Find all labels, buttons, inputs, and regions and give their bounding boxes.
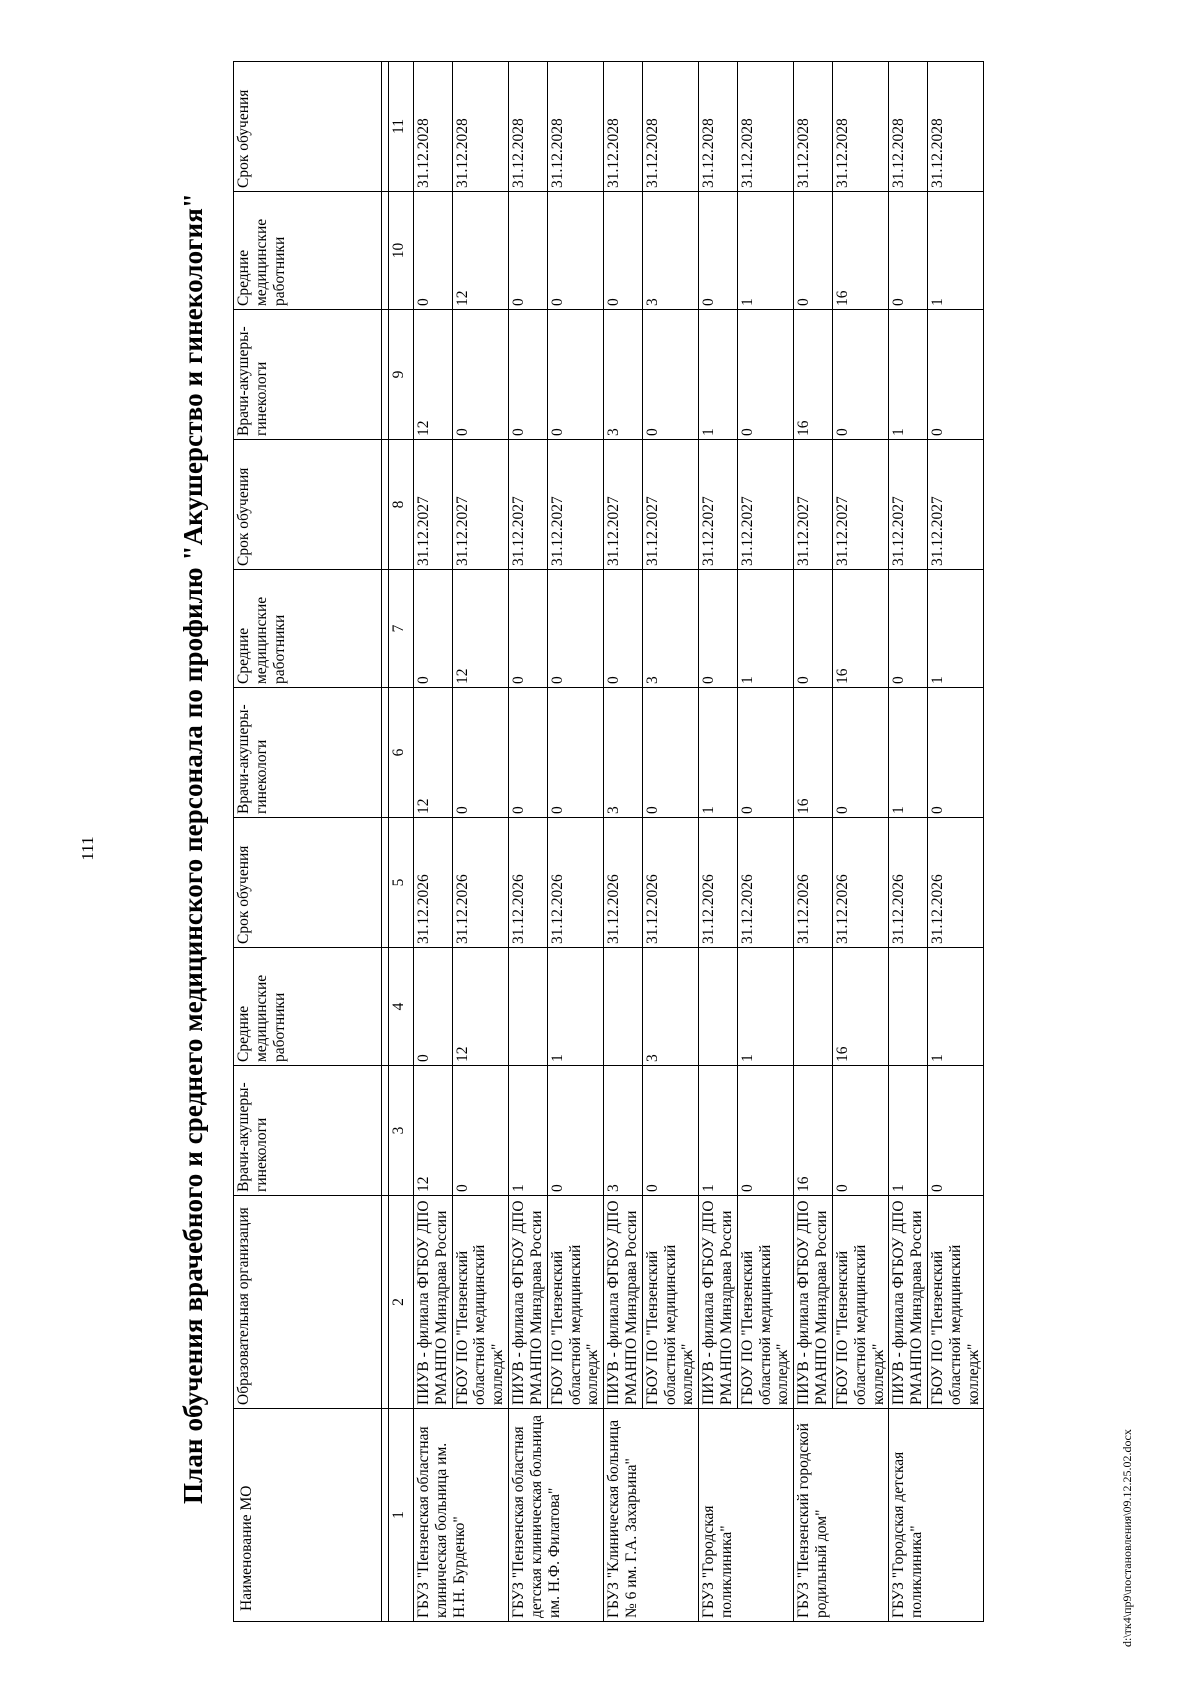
value-cell: 0: [927, 310, 983, 440]
value-cell: 31.12.2027: [927, 440, 983, 570]
education-org-cell: ГБОУ ПО "Пензенский областной медицинский колледж": [737, 1196, 793, 1409]
spacer-cell: [382, 688, 389, 818]
value-cell: 1: [699, 688, 738, 818]
header-cell: Образовательная организация: [234, 1196, 382, 1409]
value-cell: 31.12.2026: [642, 818, 698, 948]
value-cell: 31.12.2028: [452, 62, 508, 192]
value-cell: 31.12.2027: [832, 440, 888, 570]
value-cell: [604, 948, 643, 1066]
mo-name-cell: ГБУЗ "Пензенская областная клиническая больница им. Н.Н. Бурденко": [414, 1409, 509, 1622]
value-cell: 0: [547, 1066, 603, 1196]
education-org-cell: ПИУВ - филиала ФГБОУ ДПО РМАНПО Минздрава России: [509, 1196, 548, 1409]
value-cell: 0: [414, 948, 453, 1066]
value-cell: 31.12.2026: [699, 818, 738, 948]
page-number: 111: [78, 836, 97, 861]
value-cell: 31.12.2028: [699, 62, 738, 192]
value-cell: 1: [547, 948, 603, 1066]
value-cell: 0: [414, 570, 453, 688]
header-row: [234, 62, 382, 1622]
value-cell: 31.12.2026: [889, 818, 928, 948]
value-cell: 31.12.2028: [794, 62, 833, 192]
mo-name-cell: ГБУЗ "Клиническая больница № 6 им. Г.А. Захарьина": [604, 1409, 699, 1622]
column-number-cell: 6: [389, 688, 414, 818]
header-cell: Врачи-акушеры-гинекологи: [234, 688, 382, 818]
value-cell: 31.12.2026: [604, 818, 643, 948]
value-cell: 1: [927, 570, 983, 688]
value-cell: 16: [794, 310, 833, 440]
table-row: [642, 62, 698, 1622]
value-cell: 31.12.2026: [509, 818, 548, 948]
table-row: [832, 62, 888, 1622]
value-cell: 1: [889, 688, 928, 818]
value-cell: 1: [927, 192, 983, 310]
value-cell: 31.12.2027: [547, 440, 603, 570]
value-cell: 1: [737, 570, 793, 688]
education-org-cell: ГБОУ ПО "Пензенский областной медицинский колледж": [642, 1196, 698, 1409]
column-number-cell: 7: [389, 570, 414, 688]
spacer-cell: [382, 310, 389, 440]
value-cell: 31.12.2026: [832, 818, 888, 948]
header-cell: Наименование МО: [234, 1409, 382, 1622]
value-cell: 0: [794, 192, 833, 310]
header-cell: Врачи-акушеры-гинекологи: [234, 310, 382, 440]
value-cell: 12: [414, 1066, 453, 1196]
table-row: [737, 62, 793, 1622]
value-cell: 31.12.2028: [547, 62, 603, 192]
value-cell: 3: [642, 948, 698, 1066]
column-number-cell: 2: [389, 1196, 414, 1409]
value-cell: 31.12.2028: [832, 62, 888, 192]
table-row: [927, 62, 983, 1622]
value-cell: 31.12.2027: [452, 440, 508, 570]
value-cell: 31.12.2028: [642, 62, 698, 192]
footer-file-path: d:\тк4\пр9\постановления\09.12.25.02.docx: [1120, 1429, 1134, 1647]
value-cell: 3: [604, 1066, 643, 1196]
value-cell: 0: [699, 192, 738, 310]
column-number-cell: 8: [389, 440, 414, 570]
value-cell: 3: [604, 688, 643, 818]
value-cell: 1: [699, 310, 738, 440]
value-cell: 0: [547, 688, 603, 818]
value-cell: 0: [547, 310, 603, 440]
spacer-cell: [382, 62, 389, 192]
value-cell: 3: [642, 192, 698, 310]
table-row: [699, 62, 738, 1622]
value-cell: 31.12.2026: [547, 818, 603, 948]
value-cell: [699, 948, 738, 1066]
header-cell: Срок обучения: [234, 440, 382, 570]
value-cell: 31.12.2028: [604, 62, 643, 192]
mo-name-cell: ГБУЗ "Городская детская поликлиника": [889, 1409, 984, 1622]
education-org-cell: ГБОУ ПО "Пензенский областной медицинский колледж": [832, 1196, 888, 1409]
value-cell: 1: [889, 1066, 928, 1196]
spacer-cell: [382, 1409, 389, 1622]
value-cell: 0: [547, 192, 603, 310]
value-cell: 0: [642, 688, 698, 818]
value-cell: 0: [794, 570, 833, 688]
value-cell: 12: [452, 948, 508, 1066]
table-row: [604, 62, 643, 1622]
value-cell: 1: [699, 1066, 738, 1196]
column-number-row: [389, 62, 414, 1622]
value-cell: 1: [889, 310, 928, 440]
value-cell: 31.12.2027: [414, 440, 453, 570]
value-cell: 16: [794, 1066, 833, 1196]
value-cell: 31.12.2028: [509, 62, 548, 192]
education-org-cell: ГБОУ ПО "Пензенский областной медицинский колледж": [927, 1196, 983, 1409]
value-cell: 1: [737, 948, 793, 1066]
value-cell: 0: [832, 688, 888, 818]
value-cell: 16: [832, 192, 888, 310]
value-cell: 12: [414, 688, 453, 818]
value-cell: 0: [604, 570, 643, 688]
value-cell: 31.12.2028: [737, 62, 793, 192]
value-cell: 31.12.2027: [604, 440, 643, 570]
value-cell: 0: [737, 688, 793, 818]
value-cell: 31.12.2026: [452, 818, 508, 948]
value-cell: 31.12.2026: [414, 818, 453, 948]
value-cell: 31.12.2027: [737, 440, 793, 570]
value-cell: 16: [832, 570, 888, 688]
value-cell: 31.12.2026: [794, 818, 833, 948]
value-cell: 0: [604, 192, 643, 310]
column-number-cell: 5: [389, 818, 414, 948]
value-cell: 31.12.2028: [889, 62, 928, 192]
value-cell: 31.12.2027: [794, 440, 833, 570]
value-cell: 0: [509, 192, 548, 310]
mo-name-cell: ГБУЗ "Городская поликлиника": [699, 1409, 794, 1622]
spacer-cell: [382, 440, 389, 570]
header-cell: Средние медицинские работники: [234, 948, 382, 1066]
mo-name-cell: ГБУЗ "Пензенский городской родильный дом": [794, 1409, 889, 1622]
table-row: [509, 62, 548, 1622]
value-cell: 0: [642, 1066, 698, 1196]
value-cell: [889, 948, 928, 1066]
value-cell: 31.12.2027: [509, 440, 548, 570]
table-row: [547, 62, 603, 1622]
column-number-cell: 9: [389, 310, 414, 440]
value-cell: 31.12.2026: [737, 818, 793, 948]
value-cell: 31.12.2027: [889, 440, 928, 570]
column-number-cell: 10: [389, 192, 414, 310]
spacer-cell: [382, 1196, 389, 1409]
spacer-cell: [382, 818, 389, 948]
value-cell: 0: [889, 570, 928, 688]
spacer-row: [382, 62, 389, 1622]
document-title: План обучения врачебного и среднего медицинского персонала по профилю "Акушерство и гинекология": [178, 192, 208, 1505]
table-row: [452, 62, 508, 1622]
value-cell: 31.12.2027: [699, 440, 738, 570]
training-plan-table: [233, 61, 984, 1622]
header-cell: Средние медицинские работники: [234, 192, 382, 310]
value-cell: 0: [452, 688, 508, 818]
value-cell: 0: [927, 1066, 983, 1196]
value-cell: 12: [452, 192, 508, 310]
education-org-cell: ПИУВ - филиала ФГБОУ ДПО РМАНПО Минздрава России: [794, 1196, 833, 1409]
column-number-cell: 4: [389, 948, 414, 1066]
value-cell: 12: [452, 570, 508, 688]
spacer-cell: [382, 948, 389, 1066]
value-cell: 16: [794, 688, 833, 818]
education-org-cell: ПИУВ - филиала ФГБОУ ДПО РМАНПО Минздрава России: [604, 1196, 643, 1409]
value-cell: 0: [832, 310, 888, 440]
table-row: [414, 62, 453, 1622]
education-org-cell: ПИУВ - филиала ФГБОУ ДПО РМАНПО Минздрава России: [414, 1196, 453, 1409]
value-cell: 0: [547, 570, 603, 688]
value-cell: 1: [509, 1066, 548, 1196]
column-number-cell: 1: [389, 1409, 414, 1622]
value-cell: 0: [452, 310, 508, 440]
value-cell: [509, 948, 548, 1066]
value-cell: 0: [737, 1066, 793, 1196]
value-cell: 0: [642, 310, 698, 440]
spacer-cell: [382, 192, 389, 310]
value-cell: 0: [889, 192, 928, 310]
value-cell: 0: [699, 570, 738, 688]
value-cell: [794, 948, 833, 1066]
header-cell: Срок обучения: [234, 62, 382, 192]
education-org-cell: ПИУВ - филиала ФГБОУ ДПО РМАНПО Минздрава России: [699, 1196, 738, 1409]
value-cell: 1: [737, 192, 793, 310]
mo-name-cell: ГБУЗ "Пензенская областная детская клиническая больница им. Н.Ф. Филатова": [509, 1409, 604, 1622]
value-cell: 31.12.2028: [927, 62, 983, 192]
value-cell: 31.12.2028: [414, 62, 453, 192]
value-cell: 0: [509, 688, 548, 818]
value-cell: 1: [927, 948, 983, 1066]
value-cell: 0: [927, 688, 983, 818]
value-cell: 3: [604, 310, 643, 440]
education-org-cell: ГБОУ ПО "Пензенский областной медицинский колледж": [452, 1196, 508, 1409]
value-cell: 0: [414, 192, 453, 310]
education-org-cell: ГБОУ ПО "Пензенский областной медицинский колледж": [547, 1196, 603, 1409]
value-cell: 0: [452, 1066, 508, 1196]
header-cell: Срок обучения: [234, 818, 382, 948]
value-cell: 0: [509, 310, 548, 440]
value-cell: 31.12.2026: [927, 818, 983, 948]
header-cell: Врачи-акушеры-гинекологи: [234, 1066, 382, 1196]
spacer-cell: [382, 570, 389, 688]
table-row: [794, 62, 833, 1622]
value-cell: 0: [509, 570, 548, 688]
value-cell: 3: [642, 570, 698, 688]
column-number-cell: 11: [389, 62, 414, 192]
value-cell: 0: [832, 1066, 888, 1196]
value-cell: 12: [414, 310, 453, 440]
spacer-cell: [382, 1066, 389, 1196]
table-row: [889, 62, 928, 1622]
header-cell: Средние медицинские работники: [234, 570, 382, 688]
value-cell: 31.12.2027: [642, 440, 698, 570]
value-cell: 0: [737, 310, 793, 440]
value-cell: 16: [832, 948, 888, 1066]
education-org-cell: ПИУВ - филиала ФГБОУ ДПО РМАНПО Минздрава России: [889, 1196, 928, 1409]
column-number-cell: 3: [389, 1066, 414, 1196]
